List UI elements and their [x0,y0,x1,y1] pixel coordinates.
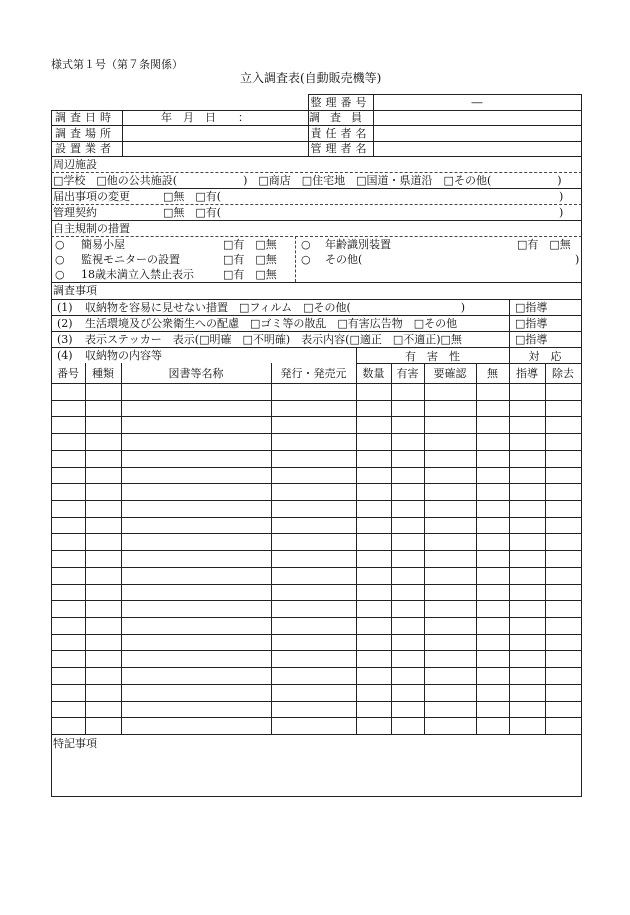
table-row [51,617,582,618]
manager-label: 管理者名 [310,142,371,155]
table-row [51,433,582,434]
regulation-item-options[interactable]: ) [575,253,580,266]
rule [509,347,510,734]
contract-label: 管理契約 [53,206,97,219]
surroundings-label: 周辺施設 [53,158,97,171]
rule [51,236,582,237]
table-row [51,450,582,451]
table-row [51,567,582,568]
survey-item-text[interactable]: 収納物を容易に見せない措置 □フィルム □その他( ) [85,301,466,314]
column-header: 数量 [362,367,385,380]
rule [424,363,425,734]
rule [51,331,582,332]
rule [356,347,357,734]
rule [51,172,582,173]
regulation-item-name: 簡易小屋 [81,238,125,251]
table-row [51,467,582,468]
table-row [51,500,582,501]
rule [51,315,582,316]
table-row [51,584,582,585]
circle-icon: ○ [301,253,311,266]
column-header: 要確認 [433,367,467,380]
rule [51,220,582,221]
notification-close: ) [559,190,564,203]
table-row [51,416,582,417]
regulation-item-name: 監視モニターの設置 [81,253,180,266]
form-number: 様式第１号（第７条関係） [51,58,183,71]
survey-item-num: (3) [57,333,73,346]
column-header: 発行・発売元 [280,367,347,380]
rule [51,347,356,348]
table-row [51,600,582,601]
table-row [51,717,582,718]
survey-item-text[interactable]: 生活環境及び公衆衛生への配慮 □ゴミ等の散乱 □有害広告物 □その他 [85,317,458,330]
table-row [51,634,582,635]
table-row [51,701,582,702]
regulation-item-options[interactable]: □有 □無 [223,268,277,281]
self-regulation-label: 自主規制の措置 [53,222,130,235]
rule [122,110,123,156]
rule [51,734,582,735]
survey-item-num: (1) [57,301,73,314]
remarks-label: 特記事項 [53,737,97,750]
regulation-item-options[interactable]: □有 □無 [223,253,277,266]
table-row [51,483,582,484]
date-label: 調査日時 [55,111,115,124]
group-response: 対 応 [528,350,562,363]
regulation-item-options[interactable]: □有 □無 [223,238,277,251]
rule [271,363,272,734]
responsible-label: 責任者名 [310,127,371,140]
circle-icon: ○ [55,238,65,251]
rule [51,156,582,157]
seiri-label: 整理番号 [310,96,371,109]
rule [51,125,582,126]
column-header: 図書等名称 [168,367,224,380]
regulation-item-name: 18歳未満立入禁止表示 [81,268,194,281]
rule [51,110,52,797]
inspector-label: 調査員 [309,111,372,124]
rule [545,363,546,734]
rule [51,796,582,797]
contents-num: (4) [57,349,73,362]
circle-icon: ○ [301,238,311,251]
rule [51,282,582,283]
circle-icon: ○ [55,268,65,281]
column-header: 有害 [396,367,419,380]
rule [308,94,582,95]
column-header: 指導 [516,367,538,380]
table-row [51,533,582,534]
rule [391,363,392,734]
table-row [51,400,582,401]
rule [581,94,582,797]
surroundings-options[interactable]: □学校 □他の公共施設( ) □商店 □住宅地 □国道・県道沿 □その他( ) [53,174,562,187]
survey-item-text[interactable]: 表示ステッカー 表示(□明確 □不明確) 表示内容(□適正 □不適正)□無 [85,333,462,346]
contract-options[interactable]: □無 □有( [163,206,222,219]
table-row [51,650,582,651]
survey-item-num: (2) [57,317,73,330]
instruct-checkbox[interactable]: □指導 [515,333,548,346]
table-row [51,684,582,685]
rule [51,188,582,189]
column-header: 番号 [57,367,79,380]
contents-label: 収納物の内容等 [85,349,162,362]
rule [85,363,86,734]
rule [121,363,122,734]
seiri-value[interactable]: ― [471,96,483,109]
date-value[interactable]: 年 月 日 ： [161,111,249,124]
instruct-checkbox[interactable]: □指導 [515,317,548,330]
rule [51,204,582,205]
table-row [51,517,582,518]
rule [356,363,582,364]
inspection-form [51,94,582,797]
regulation-item-options[interactable]: □有 □無 [517,238,571,251]
contract-close: ) [559,206,564,219]
form-title: 立入調査表(自動販売機等) [240,71,382,85]
column-header: 除去 [552,367,574,380]
table-row [51,550,582,551]
rule [509,299,510,347]
rule [476,363,477,734]
column-header: 無 [487,367,498,380]
column-header: 種類 [92,367,114,380]
regulation-item-name: その他( [325,253,363,266]
instruct-checkbox[interactable]: □指導 [515,301,548,314]
place-label: 調査場所 [55,127,115,140]
rule [51,299,582,300]
rule [295,236,296,282]
survey-label: 調査事項 [53,284,97,297]
group-harmful: 有 害 性 [405,350,460,363]
notification-options[interactable]: □無 □有( [163,190,222,203]
notification-label: 届出事項の変更 [53,190,130,203]
regulation-item-name: 年齢識別装置 [325,238,391,251]
rule [356,347,582,348]
circle-icon: ○ [55,253,65,266]
installer-label: 設置業者 [55,142,115,155]
table-row [51,667,582,668]
rule [51,383,582,384]
